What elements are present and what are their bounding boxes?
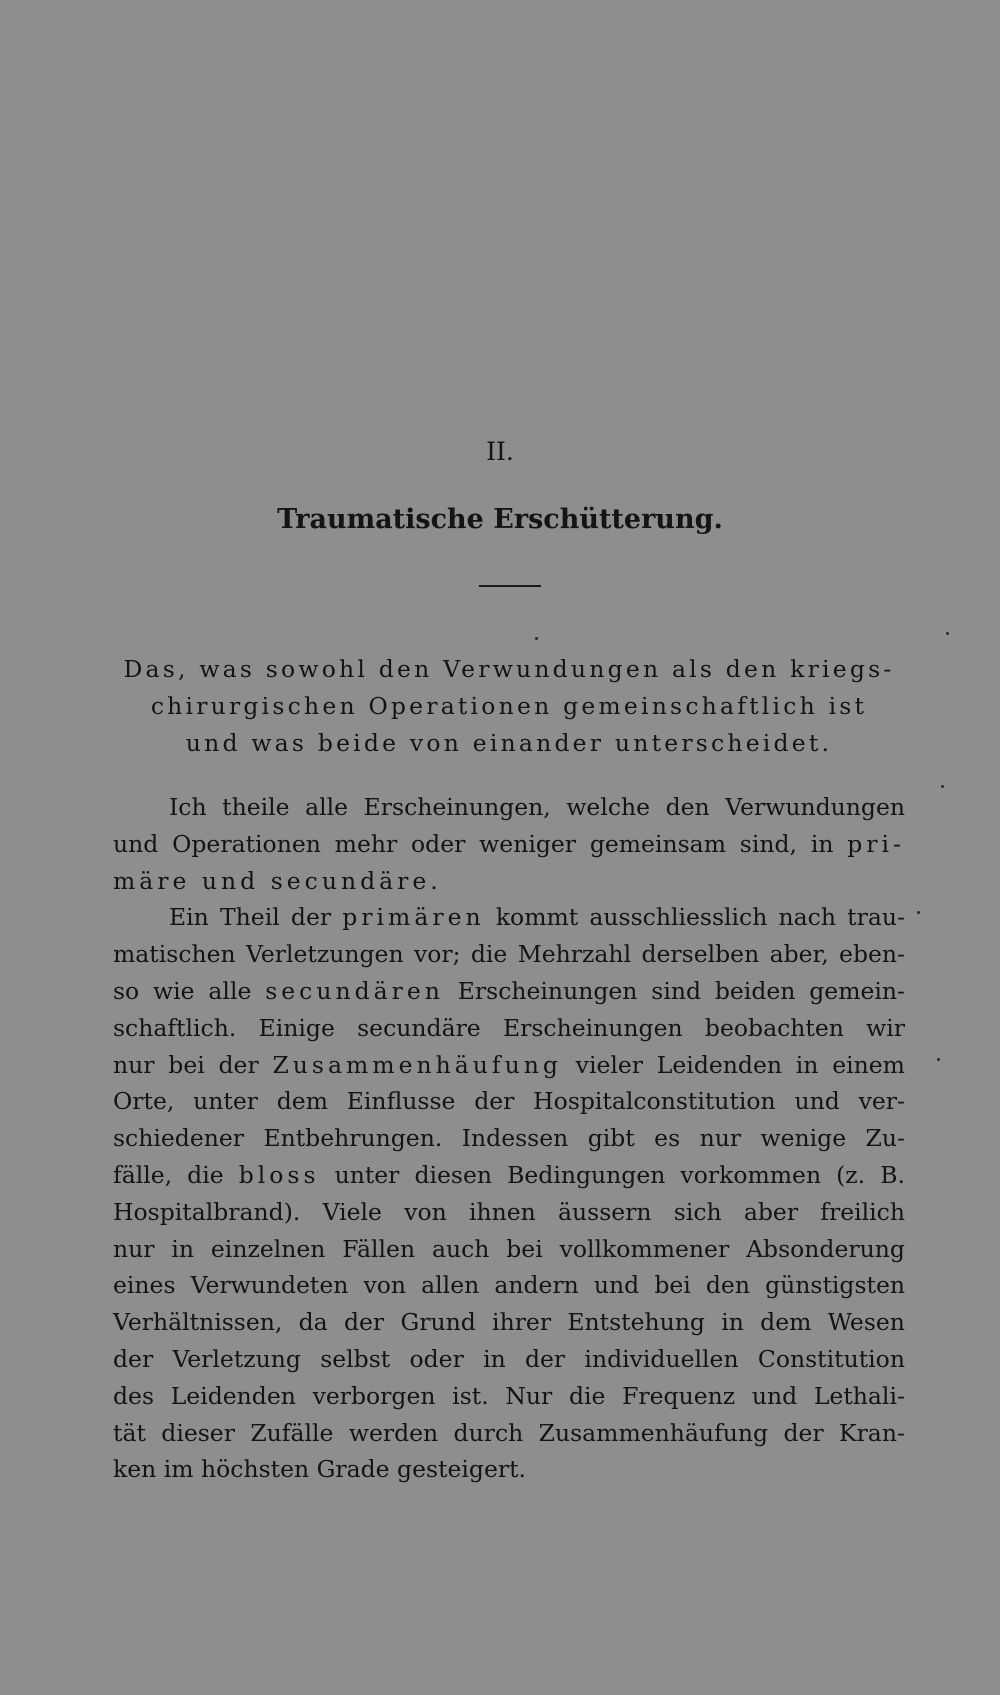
word: gemein- bbox=[809, 976, 905, 1005]
word: in bbox=[795, 1050, 819, 1079]
text-line bbox=[113, 1083, 905, 1120]
word: eben- bbox=[839, 940, 905, 969]
word: unter bbox=[334, 1160, 400, 1189]
word: Operationen bbox=[172, 829, 321, 858]
word: der bbox=[218, 1050, 259, 1079]
word: des bbox=[113, 1381, 155, 1410]
word: Mehrzahl bbox=[517, 940, 632, 969]
text-line bbox=[113, 1047, 905, 1084]
word: auch bbox=[431, 1234, 490, 1263]
word: durch bbox=[453, 1418, 524, 1447]
word: allen bbox=[421, 1271, 480, 1300]
word: und bbox=[593, 1271, 640, 1300]
text-line bbox=[113, 1010, 905, 1047]
word: bei bbox=[506, 1234, 543, 1263]
word: gemeinsam bbox=[589, 829, 726, 858]
word: Verwundungen bbox=[725, 793, 905, 821]
text-line bbox=[113, 1378, 905, 1415]
word: und bbox=[751, 1381, 798, 1410]
word: dem bbox=[760, 1308, 812, 1337]
word: Verletzungen bbox=[246, 940, 404, 969]
word: vieler bbox=[575, 1050, 644, 1079]
text-line bbox=[113, 1194, 905, 1231]
word: äussern bbox=[558, 1197, 652, 1226]
text-line bbox=[113, 1267, 905, 1304]
word: alle bbox=[305, 793, 349, 821]
word: Erscheinungen bbox=[502, 1013, 683, 1042]
text-line bbox=[113, 936, 905, 973]
word: Hospitalconstitution bbox=[533, 1087, 776, 1116]
word: in bbox=[721, 1308, 744, 1337]
word: beobachten bbox=[704, 1013, 844, 1042]
word: Indessen bbox=[461, 1124, 569, 1153]
word: vollkommener bbox=[559, 1234, 730, 1263]
word: Zusammenhäufung bbox=[538, 1418, 769, 1447]
word: B. bbox=[880, 1160, 905, 1189]
text-line bbox=[113, 973, 905, 1010]
word: alle bbox=[208, 976, 252, 1005]
word: derselben bbox=[641, 940, 760, 969]
word: diesen bbox=[414, 1160, 493, 1189]
word: Viele bbox=[322, 1197, 382, 1226]
word: Verhältnissen, bbox=[113, 1308, 283, 1337]
word: in bbox=[171, 1234, 195, 1263]
word: Fällen bbox=[342, 1234, 416, 1263]
word: unter bbox=[193, 1087, 258, 1116]
word: Zufälle bbox=[250, 1418, 334, 1447]
text-line bbox=[113, 1231, 905, 1268]
word: bloss bbox=[238, 1160, 320, 1189]
word: Hospitalbrand). bbox=[113, 1197, 301, 1226]
title-rule bbox=[479, 585, 541, 587]
word: der bbox=[783, 1418, 824, 1447]
word: Zu- bbox=[865, 1124, 905, 1153]
word: der bbox=[290, 903, 332, 932]
word: schiedener bbox=[113, 1124, 245, 1153]
word: Leidenden bbox=[170, 1381, 296, 1410]
word: der bbox=[474, 1087, 515, 1116]
word: Entstehung bbox=[567, 1308, 705, 1337]
body-text bbox=[113, 789, 905, 1488]
word: selbst bbox=[320, 1344, 391, 1373]
text-line bbox=[113, 1120, 905, 1157]
word: von bbox=[363, 1271, 407, 1300]
word: Leidenden bbox=[656, 1050, 782, 1079]
text-line bbox=[113, 1341, 905, 1378]
word: gibt bbox=[587, 1124, 635, 1153]
word: Grund bbox=[400, 1308, 476, 1337]
word: Nur bbox=[505, 1381, 553, 1410]
word: und bbox=[113, 829, 159, 858]
word: Entbehrungen. bbox=[263, 1124, 443, 1153]
word: Zusammenhäufung bbox=[272, 1050, 562, 1079]
word: secundäre bbox=[357, 1013, 481, 1042]
word: einem bbox=[832, 1050, 905, 1079]
word: einzelnen bbox=[210, 1234, 326, 1263]
word: da bbox=[298, 1308, 328, 1337]
print-speck bbox=[946, 632, 949, 635]
text-line bbox=[113, 1304, 905, 1341]
word: die bbox=[187, 1160, 224, 1189]
word: Erscheinungen, bbox=[363, 793, 551, 821]
word: eines bbox=[113, 1271, 176, 1300]
print-speck bbox=[937, 1058, 940, 1061]
word: nur bbox=[113, 1234, 155, 1263]
word: Theil bbox=[219, 903, 280, 932]
summary-line: Das, was sowohl den Verwundungen als den kriegs- bbox=[123, 655, 895, 683]
word: (z. bbox=[836, 1160, 866, 1189]
word: vor; bbox=[413, 940, 461, 969]
word: oder bbox=[411, 829, 466, 858]
word: aber bbox=[743, 1197, 799, 1226]
paragraph-2 bbox=[113, 899, 905, 1488]
word: oder bbox=[409, 1344, 464, 1373]
word: in bbox=[810, 829, 834, 858]
word: tät bbox=[113, 1418, 146, 1447]
word: dieser bbox=[161, 1418, 235, 1447]
text-line bbox=[113, 1157, 905, 1194]
word: Wesen bbox=[827, 1308, 905, 1337]
word: weniger bbox=[479, 829, 577, 858]
word: kommt bbox=[495, 903, 579, 932]
word: Erscheinungen bbox=[457, 976, 638, 1005]
word: sich bbox=[673, 1197, 722, 1226]
word: Kran- bbox=[839, 1418, 905, 1447]
word: in bbox=[483, 1344, 506, 1373]
word: Ich bbox=[169, 793, 207, 821]
text-line bbox=[113, 1415, 905, 1452]
word: andern bbox=[494, 1271, 579, 1300]
word: der bbox=[113, 1344, 154, 1373]
text-line bbox=[113, 899, 905, 936]
chapter-title: Traumatische Erschütterung. bbox=[277, 504, 723, 535]
word: ausschliesslich bbox=[589, 903, 768, 932]
word: Orte, bbox=[113, 1087, 175, 1116]
word: ihrer bbox=[492, 1308, 552, 1337]
word: fälle, bbox=[113, 1160, 173, 1189]
word: freilich bbox=[820, 1197, 905, 1226]
word: beiden bbox=[714, 976, 796, 1005]
word: werden bbox=[348, 1418, 439, 1447]
word: ihnen bbox=[468, 1197, 536, 1226]
print-speck bbox=[535, 637, 538, 640]
word: mehr bbox=[334, 829, 398, 858]
word: sind, bbox=[739, 829, 798, 858]
word: ver- bbox=[858, 1087, 905, 1116]
text-line-last: ken im höchsten Grade gesteigert. bbox=[113, 1455, 527, 1484]
word: schaftlich. bbox=[113, 1013, 237, 1042]
word: ist. bbox=[452, 1381, 489, 1410]
word: der bbox=[524, 1344, 566, 1373]
word: Einige bbox=[258, 1013, 335, 1042]
word: aber, bbox=[769, 940, 829, 969]
word: nur bbox=[699, 1124, 742, 1153]
word: Einflusse bbox=[346, 1087, 456, 1116]
word: theile bbox=[222, 793, 290, 821]
word: nach bbox=[778, 903, 836, 932]
word: der bbox=[343, 1308, 385, 1337]
word: es bbox=[654, 1124, 681, 1153]
word: die bbox=[568, 1381, 606, 1410]
word: wie bbox=[153, 976, 195, 1005]
chapter-summary bbox=[113, 651, 905, 762]
word: Constitution bbox=[757, 1344, 905, 1373]
chapter-number: II. bbox=[486, 437, 514, 466]
word: matischen bbox=[113, 940, 236, 969]
word: Verletzung bbox=[172, 1344, 301, 1373]
word: pri- bbox=[847, 829, 905, 858]
word: trau- bbox=[847, 903, 905, 932]
word: vorkommen bbox=[680, 1160, 822, 1189]
word: individuellen bbox=[584, 1344, 739, 1373]
word: verborgen bbox=[312, 1381, 436, 1410]
word: den bbox=[705, 1271, 750, 1300]
summary-line: und was beide von einander unterscheidet. bbox=[185, 729, 833, 757]
word: Verwundeten bbox=[190, 1271, 349, 1300]
summary-line: chirurgischen Operationen gemeinschaftlich ist bbox=[150, 692, 868, 720]
word: Frequenz bbox=[622, 1381, 736, 1410]
print-speck bbox=[941, 785, 944, 788]
word: nur bbox=[113, 1050, 155, 1079]
word: die bbox=[470, 940, 508, 969]
word: Ein bbox=[169, 903, 209, 932]
word: Lethali- bbox=[813, 1381, 905, 1410]
paragraph-1 bbox=[113, 789, 905, 899]
word: wir bbox=[866, 1013, 905, 1042]
text-line bbox=[113, 789, 905, 826]
word: sind bbox=[651, 976, 702, 1005]
word: Bedingungen bbox=[507, 1160, 666, 1189]
word: bei bbox=[654, 1271, 691, 1300]
word: secundären bbox=[265, 976, 444, 1005]
word: den bbox=[665, 793, 710, 821]
word: und bbox=[794, 1087, 840, 1116]
word: Absonderung bbox=[746, 1234, 905, 1263]
print-speck bbox=[917, 911, 920, 914]
word: welche bbox=[566, 793, 651, 821]
word: bei bbox=[168, 1050, 205, 1079]
text-line bbox=[113, 826, 905, 863]
word: dem bbox=[276, 1087, 328, 1116]
word: so bbox=[113, 976, 140, 1005]
word: primären bbox=[342, 903, 485, 932]
word: von bbox=[404, 1197, 447, 1226]
word: günstigsten bbox=[765, 1271, 905, 1300]
word: wenige bbox=[760, 1124, 847, 1153]
text-line-last: märe und secundäre. bbox=[113, 866, 442, 895]
